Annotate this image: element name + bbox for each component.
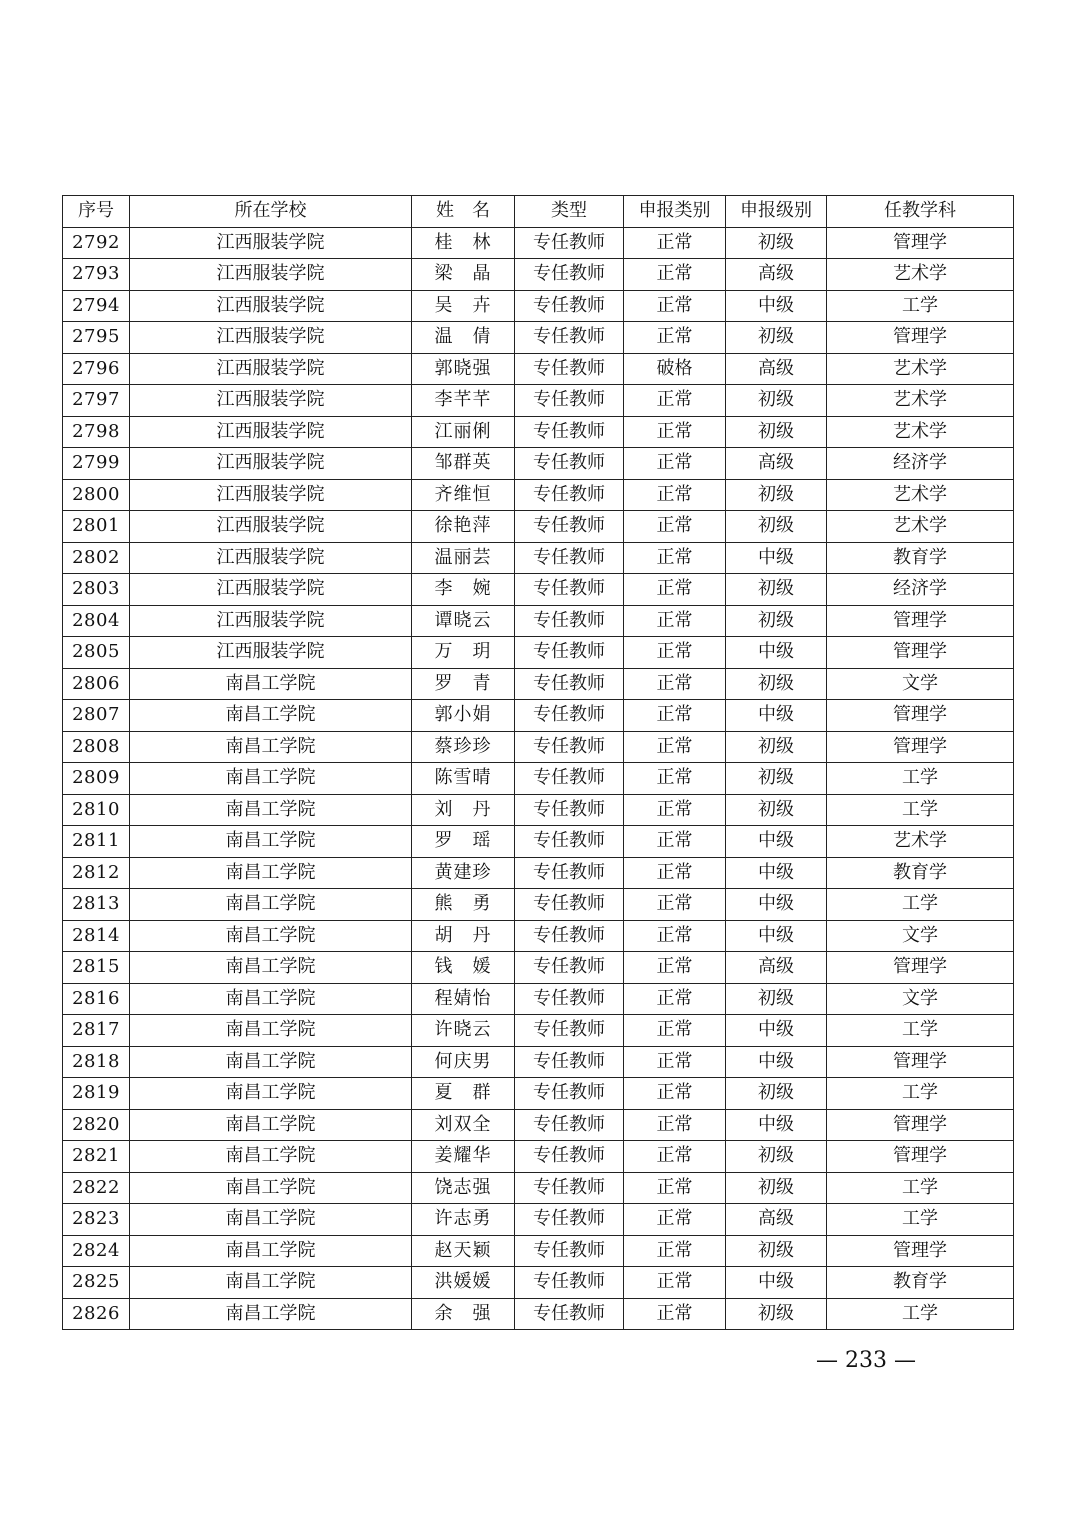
table-row: [63, 511, 1014, 543]
cell-index: 2825: [63, 1267, 130, 1299]
cell-subject: 管理学: [827, 227, 1014, 259]
cell-type: 专任教师: [515, 700, 624, 732]
table-row: [63, 857, 1014, 889]
cell-index: 2797: [63, 385, 130, 417]
cell-index: 2810: [63, 794, 130, 826]
table-row: [63, 227, 1014, 259]
cell-level: 高级: [726, 353, 827, 385]
table-row: [63, 1267, 1014, 1299]
cell-index: 2792: [63, 227, 130, 259]
cell-type: 专任教师: [515, 353, 624, 385]
cell-school: 江西服装学院: [130, 574, 412, 606]
cell-subject: 管理学: [827, 1235, 1014, 1267]
table-row: [63, 889, 1014, 921]
cell-level: 中级: [726, 1046, 827, 1078]
cell-category: 破格: [624, 353, 726, 385]
cell-type: 专任教师: [515, 1298, 624, 1330]
cell-category: 正常: [624, 668, 726, 700]
cell-level: 初级: [726, 385, 827, 417]
cell-name: 吴 卉: [412, 290, 515, 322]
cell-index: 2809: [63, 763, 130, 795]
cell-category: 正常: [624, 794, 726, 826]
table-row: [63, 763, 1014, 795]
cell-level: 高级: [726, 1204, 827, 1236]
cell-name: 赵天颖: [412, 1235, 515, 1267]
cell-category: 正常: [624, 479, 726, 511]
table-row: [63, 731, 1014, 763]
cell-index: 2804: [63, 605, 130, 637]
cell-name: 姜耀华: [412, 1141, 515, 1173]
cell-subject: 管理学: [827, 731, 1014, 763]
cell-subject: 管理学: [827, 1046, 1014, 1078]
cell-index: 2822: [63, 1172, 130, 1204]
table-row: [63, 668, 1014, 700]
cell-category: 正常: [624, 259, 726, 291]
cell-type: 专任教师: [515, 826, 624, 858]
cell-index: 2794: [63, 290, 130, 322]
cell-level: 中级: [726, 920, 827, 952]
cell-category: 正常: [624, 511, 726, 543]
cell-subject: 教育学: [827, 1267, 1014, 1299]
cell-name: 饶志强: [412, 1172, 515, 1204]
table-row: [63, 920, 1014, 952]
cell-level: 初级: [726, 1172, 827, 1204]
cell-type: 专任教师: [515, 574, 624, 606]
cell-school: 江西服装学院: [130, 353, 412, 385]
cell-school: 南昌工学院: [130, 1267, 412, 1299]
cell-type: 专任教师: [515, 605, 624, 637]
cell-level: 中级: [726, 700, 827, 732]
table-row: [63, 385, 1014, 417]
table-row: [63, 542, 1014, 574]
cell-name: 钱 媛: [412, 952, 515, 984]
table-row: [63, 353, 1014, 385]
cell-category: 正常: [624, 605, 726, 637]
cell-name: 郭小娟: [412, 700, 515, 732]
cell-level: 初级: [726, 322, 827, 354]
cell-level: 初级: [726, 605, 827, 637]
table-row: [63, 1141, 1014, 1173]
cell-level: 高级: [726, 952, 827, 984]
cell-subject: 工学: [827, 1204, 1014, 1236]
cell-name: 许志勇: [412, 1204, 515, 1236]
cell-name: 桂 林: [412, 227, 515, 259]
cell-school: 江西服装学院: [130, 416, 412, 448]
cell-school: 南昌工学院: [130, 794, 412, 826]
cell-index: 2826: [63, 1298, 130, 1330]
header-cell-name: 姓 名: [412, 196, 515, 228]
cell-level: 初级: [726, 479, 827, 511]
table-row: [63, 290, 1014, 322]
cell-name: 徐艳萍: [412, 511, 515, 543]
table-row: [63, 952, 1014, 984]
cell-level: 中级: [726, 1015, 827, 1047]
cell-category: 正常: [624, 952, 726, 984]
cell-name: 罗 青: [412, 668, 515, 700]
cell-type: 专任教师: [515, 385, 624, 417]
cell-category: 正常: [624, 542, 726, 574]
cell-category: 正常: [624, 1267, 726, 1299]
cell-type: 专任教师: [515, 290, 624, 322]
cell-type: 专任教师: [515, 983, 624, 1015]
cell-index: 2819: [63, 1078, 130, 1110]
page-number: — 233 —: [816, 1348, 916, 1373]
cell-level: 中级: [726, 542, 827, 574]
cell-index: 2805: [63, 637, 130, 669]
cell-school: 江西服装学院: [130, 605, 412, 637]
cell-index: 2800: [63, 479, 130, 511]
cell-category: 正常: [624, 889, 726, 921]
table-row: [63, 479, 1014, 511]
cell-category: 正常: [624, 763, 726, 795]
cell-name: 蔡珍珍: [412, 731, 515, 763]
cell-level: 初级: [726, 416, 827, 448]
header-cell-subject: 任教学科: [827, 196, 1014, 228]
cell-category: 正常: [624, 290, 726, 322]
cell-subject: 管理学: [827, 1109, 1014, 1141]
cell-subject: 工学: [827, 290, 1014, 322]
cell-category: 正常: [624, 1046, 726, 1078]
cell-index: 2803: [63, 574, 130, 606]
cell-subject: 经济学: [827, 574, 1014, 606]
cell-type: 专任教师: [515, 416, 624, 448]
cell-subject: 教育学: [827, 542, 1014, 574]
cell-type: 专任教师: [515, 920, 624, 952]
cell-index: 2798: [63, 416, 130, 448]
cell-index: 2820: [63, 1109, 130, 1141]
cell-subject: 管理学: [827, 1141, 1014, 1173]
cell-level: 中级: [726, 1267, 827, 1299]
cell-type: 专任教师: [515, 1078, 624, 1110]
cell-type: 专任教师: [515, 889, 624, 921]
cell-category: 正常: [624, 574, 726, 606]
cell-name: 黄建珍: [412, 857, 515, 889]
cell-school: 南昌工学院: [130, 920, 412, 952]
cell-subject: 文学: [827, 983, 1014, 1015]
cell-category: 正常: [624, 1141, 726, 1173]
table-header: [63, 196, 1014, 228]
cell-level: 初级: [726, 574, 827, 606]
cell-type: 专任教师: [515, 731, 624, 763]
cell-subject: 艺术学: [827, 353, 1014, 385]
header-cell-type: 类型: [515, 196, 624, 228]
cell-category: 正常: [624, 1204, 726, 1236]
cell-index: 2811: [63, 826, 130, 858]
table-row: [63, 416, 1014, 448]
cell-index: 2823: [63, 1204, 130, 1236]
cell-index: 2817: [63, 1015, 130, 1047]
cell-index: 2806: [63, 668, 130, 700]
cell-type: 专任教师: [515, 1267, 624, 1299]
cell-type: 专任教师: [515, 763, 624, 795]
cell-index: 2801: [63, 511, 130, 543]
table-row: [63, 1109, 1014, 1141]
cell-type: 专任教师: [515, 1141, 624, 1173]
cell-name: 郭晓强: [412, 353, 515, 385]
cell-school: 江西服装学院: [130, 637, 412, 669]
cell-school: 江西服装学院: [130, 227, 412, 259]
cell-school: 江西服装学院: [130, 385, 412, 417]
cell-name: 温丽芸: [412, 542, 515, 574]
table-row: [63, 700, 1014, 732]
cell-category: 正常: [624, 700, 726, 732]
cell-school: 南昌工学院: [130, 731, 412, 763]
cell-type: 专任教师: [515, 1109, 624, 1141]
cell-level: 初级: [726, 794, 827, 826]
cell-category: 正常: [624, 1172, 726, 1204]
table-row: [63, 1015, 1014, 1047]
cell-school: 南昌工学院: [130, 857, 412, 889]
cell-school: 江西服装学院: [130, 290, 412, 322]
table-row: [63, 983, 1014, 1015]
cell-subject: 工学: [827, 794, 1014, 826]
cell-name: 余 强: [412, 1298, 515, 1330]
cell-level: 中级: [726, 290, 827, 322]
table-row: [63, 574, 1014, 606]
cell-school: 南昌工学院: [130, 1015, 412, 1047]
cell-name: 陈雪晴: [412, 763, 515, 795]
cell-school: 南昌工学院: [130, 889, 412, 921]
cell-subject: 艺术学: [827, 826, 1014, 858]
table-row: [63, 605, 1014, 637]
cell-type: 专任教师: [515, 952, 624, 984]
cell-category: 正常: [624, 1015, 726, 1047]
cell-type: 专任教师: [515, 1046, 624, 1078]
cell-category: 正常: [624, 385, 726, 417]
cell-category: 正常: [624, 1235, 726, 1267]
table-row: [63, 794, 1014, 826]
table-row: [63, 1046, 1014, 1078]
cell-type: 专任教师: [515, 322, 624, 354]
cell-level: 中级: [726, 857, 827, 889]
cell-category: 正常: [624, 416, 726, 448]
cell-index: 2813: [63, 889, 130, 921]
cell-school: 南昌工学院: [130, 1046, 412, 1078]
cell-level: 高级: [726, 259, 827, 291]
cell-level: 高级: [726, 448, 827, 480]
table-row: [63, 637, 1014, 669]
cell-name: 邹群英: [412, 448, 515, 480]
cell-school: 南昌工学院: [130, 1141, 412, 1173]
cell-subject: 经济学: [827, 448, 1014, 480]
cell-type: 专任教师: [515, 448, 624, 480]
cell-type: 专任教师: [515, 479, 624, 511]
header-cell-category: 申报类别: [624, 196, 726, 228]
cell-type: 专任教师: [515, 259, 624, 291]
cell-subject: 工学: [827, 1015, 1014, 1047]
cell-category: 正常: [624, 983, 726, 1015]
cell-school: 南昌工学院: [130, 668, 412, 700]
cell-type: 专任教师: [515, 637, 624, 669]
cell-index: 2818: [63, 1046, 130, 1078]
cell-index: 2796: [63, 353, 130, 385]
cell-school: 南昌工学院: [130, 763, 412, 795]
cell-name: 程婧怡: [412, 983, 515, 1015]
header-cell-school: 所在学校: [130, 196, 412, 228]
cell-type: 专任教师: [515, 542, 624, 574]
cell-index: 2816: [63, 983, 130, 1015]
cell-index: 2824: [63, 1235, 130, 1267]
cell-type: 专任教师: [515, 857, 624, 889]
cell-subject: 文学: [827, 920, 1014, 952]
cell-category: 正常: [624, 1298, 726, 1330]
cell-index: 2802: [63, 542, 130, 574]
cell-type: 专任教师: [515, 1235, 624, 1267]
cell-level: 初级: [726, 1235, 827, 1267]
cell-type: 专任教师: [515, 1015, 624, 1047]
cell-index: 2814: [63, 920, 130, 952]
cell-subject: 工学: [827, 1298, 1014, 1330]
cell-level: 初级: [726, 1298, 827, 1330]
cell-type: 专任教师: [515, 511, 624, 543]
header-cell-level: 申报级别: [726, 196, 827, 228]
cell-category: 正常: [624, 731, 726, 763]
cell-level: 初级: [726, 227, 827, 259]
cell-type: 专任教师: [515, 668, 624, 700]
cell-level: 初级: [726, 668, 827, 700]
cell-name: 罗 瑶: [412, 826, 515, 858]
table-row: [63, 1172, 1014, 1204]
cell-category: 正常: [624, 322, 726, 354]
cell-index: 2812: [63, 857, 130, 889]
cell-school: 南昌工学院: [130, 700, 412, 732]
table-row: [63, 1298, 1014, 1330]
cell-level: 中级: [726, 637, 827, 669]
cell-category: 正常: [624, 1078, 726, 1110]
cell-index: 2808: [63, 731, 130, 763]
cell-type: 专任教师: [515, 1204, 624, 1236]
header-cell-index: 序号: [63, 196, 130, 228]
cell-index: 2821: [63, 1141, 130, 1173]
cell-name: 梁 晶: [412, 259, 515, 291]
cell-school: 南昌工学院: [130, 826, 412, 858]
table-row: [63, 826, 1014, 858]
table-row: [63, 1235, 1014, 1267]
cell-level: 初级: [726, 731, 827, 763]
cell-name: 齐维恒: [412, 479, 515, 511]
cell-subject: 艺术学: [827, 479, 1014, 511]
cell-subject: 教育学: [827, 857, 1014, 889]
cell-school: 南昌工学院: [130, 983, 412, 1015]
cell-subject: 文学: [827, 668, 1014, 700]
cell-school: 江西服装学院: [130, 448, 412, 480]
cell-subject: 管理学: [827, 637, 1014, 669]
cell-subject: 管理学: [827, 322, 1014, 354]
table-row: [63, 259, 1014, 291]
cell-name: 刘双全: [412, 1109, 515, 1141]
cell-name: 洪媛媛: [412, 1267, 515, 1299]
cell-school: 南昌工学院: [130, 952, 412, 984]
cell-level: 中级: [726, 889, 827, 921]
table-row: [63, 448, 1014, 480]
cell-name: 江丽俐: [412, 416, 515, 448]
cell-subject: 管理学: [827, 605, 1014, 637]
cell-level: 初级: [726, 983, 827, 1015]
cell-school: 南昌工学院: [130, 1204, 412, 1236]
cell-school: 江西服装学院: [130, 479, 412, 511]
header-row: [63, 196, 1014, 228]
cell-subject: 工学: [827, 763, 1014, 795]
cell-name: 胡 丹: [412, 920, 515, 952]
cell-name: 李芊芊: [412, 385, 515, 417]
cell-name: 夏 群: [412, 1078, 515, 1110]
cell-subject: 艺术学: [827, 385, 1014, 417]
cell-category: 正常: [624, 637, 726, 669]
cell-subject: 艺术学: [827, 416, 1014, 448]
cell-name: 熊 勇: [412, 889, 515, 921]
cell-level: 初级: [726, 763, 827, 795]
cell-subject: 艺术学: [827, 259, 1014, 291]
cell-name: 何庆男: [412, 1046, 515, 1078]
table-body: [63, 227, 1014, 1330]
cell-name: 温 倩: [412, 322, 515, 354]
cell-subject: 工学: [827, 889, 1014, 921]
cell-level: 初级: [726, 511, 827, 543]
cell-index: 2799: [63, 448, 130, 480]
cell-school: 南昌工学院: [130, 1109, 412, 1141]
cell-level: 初级: [726, 1078, 827, 1110]
cell-subject: 管理学: [827, 700, 1014, 732]
cell-subject: 工学: [827, 1078, 1014, 1110]
cell-school: 江西服装学院: [130, 259, 412, 291]
cell-category: 正常: [624, 227, 726, 259]
cell-name: 刘 丹: [412, 794, 515, 826]
cell-level: 中级: [726, 1109, 827, 1141]
cell-name: 李 婉: [412, 574, 515, 606]
cell-subject: 管理学: [827, 952, 1014, 984]
cell-name: 谭晓云: [412, 605, 515, 637]
cell-school: 南昌工学院: [130, 1078, 412, 1110]
roster-table: [62, 195, 1014, 1330]
cell-index: 2807: [63, 700, 130, 732]
cell-school: 江西服装学院: [130, 511, 412, 543]
cell-school: 南昌工学院: [130, 1298, 412, 1330]
cell-category: 正常: [624, 826, 726, 858]
cell-level: 初级: [726, 1141, 827, 1173]
table-row: [63, 322, 1014, 354]
cell-subject: 工学: [827, 1172, 1014, 1204]
cell-subject: 艺术学: [827, 511, 1014, 543]
cell-index: 2815: [63, 952, 130, 984]
cell-name: 许晓云: [412, 1015, 515, 1047]
cell-school: 江西服装学院: [130, 322, 412, 354]
cell-type: 专任教师: [515, 794, 624, 826]
cell-type: 专任教师: [515, 1172, 624, 1204]
cell-level: 中级: [726, 826, 827, 858]
table-row: [63, 1078, 1014, 1110]
cell-category: 正常: [624, 857, 726, 889]
cell-category: 正常: [624, 1109, 726, 1141]
table-row: [63, 1204, 1014, 1236]
cell-type: 专任教师: [515, 227, 624, 259]
cell-name: 万 玥: [412, 637, 515, 669]
cell-category: 正常: [624, 448, 726, 480]
cell-school: 南昌工学院: [130, 1235, 412, 1267]
cell-index: 2795: [63, 322, 130, 354]
cell-index: 2793: [63, 259, 130, 291]
cell-school: 江西服装学院: [130, 542, 412, 574]
cell-category: 正常: [624, 920, 726, 952]
cell-school: 南昌工学院: [130, 1172, 412, 1204]
